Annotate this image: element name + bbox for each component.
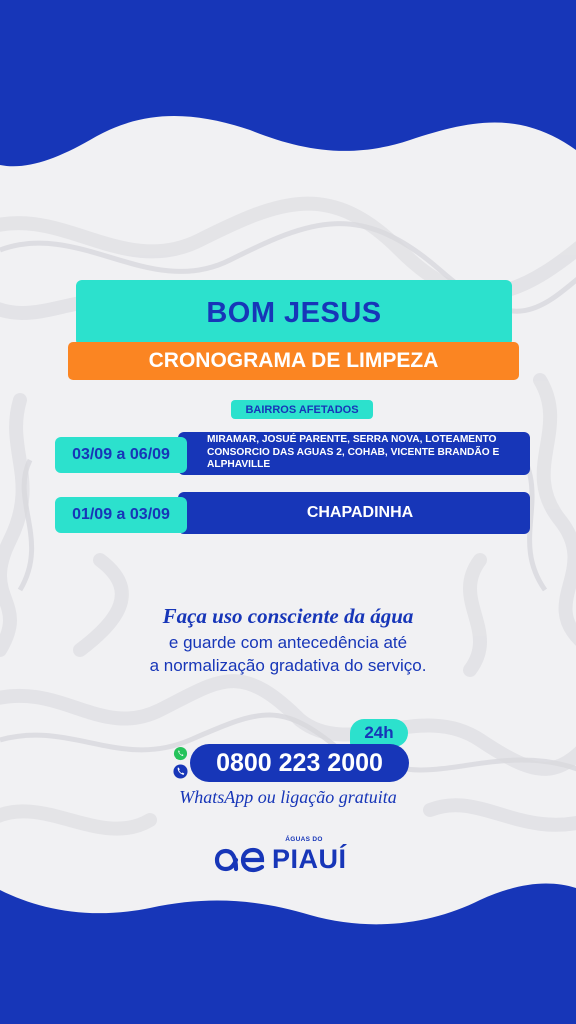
schedule-subtitle: CRONOGRAMA DE LIMPEZA	[148, 349, 439, 372]
schedule-subtitle-box	[68, 342, 519, 380]
phone-number-button[interactable]	[190, 744, 409, 782]
whatsapp-icon	[173, 746, 188, 761]
schedule-row-2-dates: 01/09 a 03/09	[55, 497, 187, 533]
city-title: BOM JESUS	[206, 296, 382, 329]
message-line-3: a normalização gradativa do serviço.	[149, 656, 427, 675]
brand-name: PIAUÍ	[272, 844, 347, 874]
message-headline: Faça uso consciente da água	[162, 604, 414, 628]
aguas-do-piaui-logo	[214, 845, 266, 875]
schedule-row-2-neighborhoods: CHAPADINHA	[306, 504, 414, 521]
phone-number: 0800 223 2000	[216, 748, 383, 777]
message-line-2: e guarde com antecedência até	[168, 633, 408, 652]
phone-icon	[173, 764, 188, 779]
brand-prefix: ÁGUAS DO	[285, 836, 323, 843]
schedule-row-1-dates: 03/09 a 06/09	[55, 437, 187, 473]
top-wave	[0, 0, 576, 200]
schedule-row-1-neighborhoods: MIRAMAR, JOSUÉ PARENTE, SERRA NOVA, LOTEAMENTO CONSORCIO DAS AGUAS 2, COHAB, VICENTE BRANDÃO E ALPHAVILLE	[207, 434, 500, 470]
24h-badge: 24h	[350, 719, 408, 747]
bottom-wave	[0, 870, 576, 1024]
free-call-note: WhatsApp ou ligação gratuita	[179, 787, 397, 807]
city-title-box	[76, 280, 512, 346]
affected-neighborhoods-label: BAIRROS AFETADOS	[231, 400, 373, 419]
